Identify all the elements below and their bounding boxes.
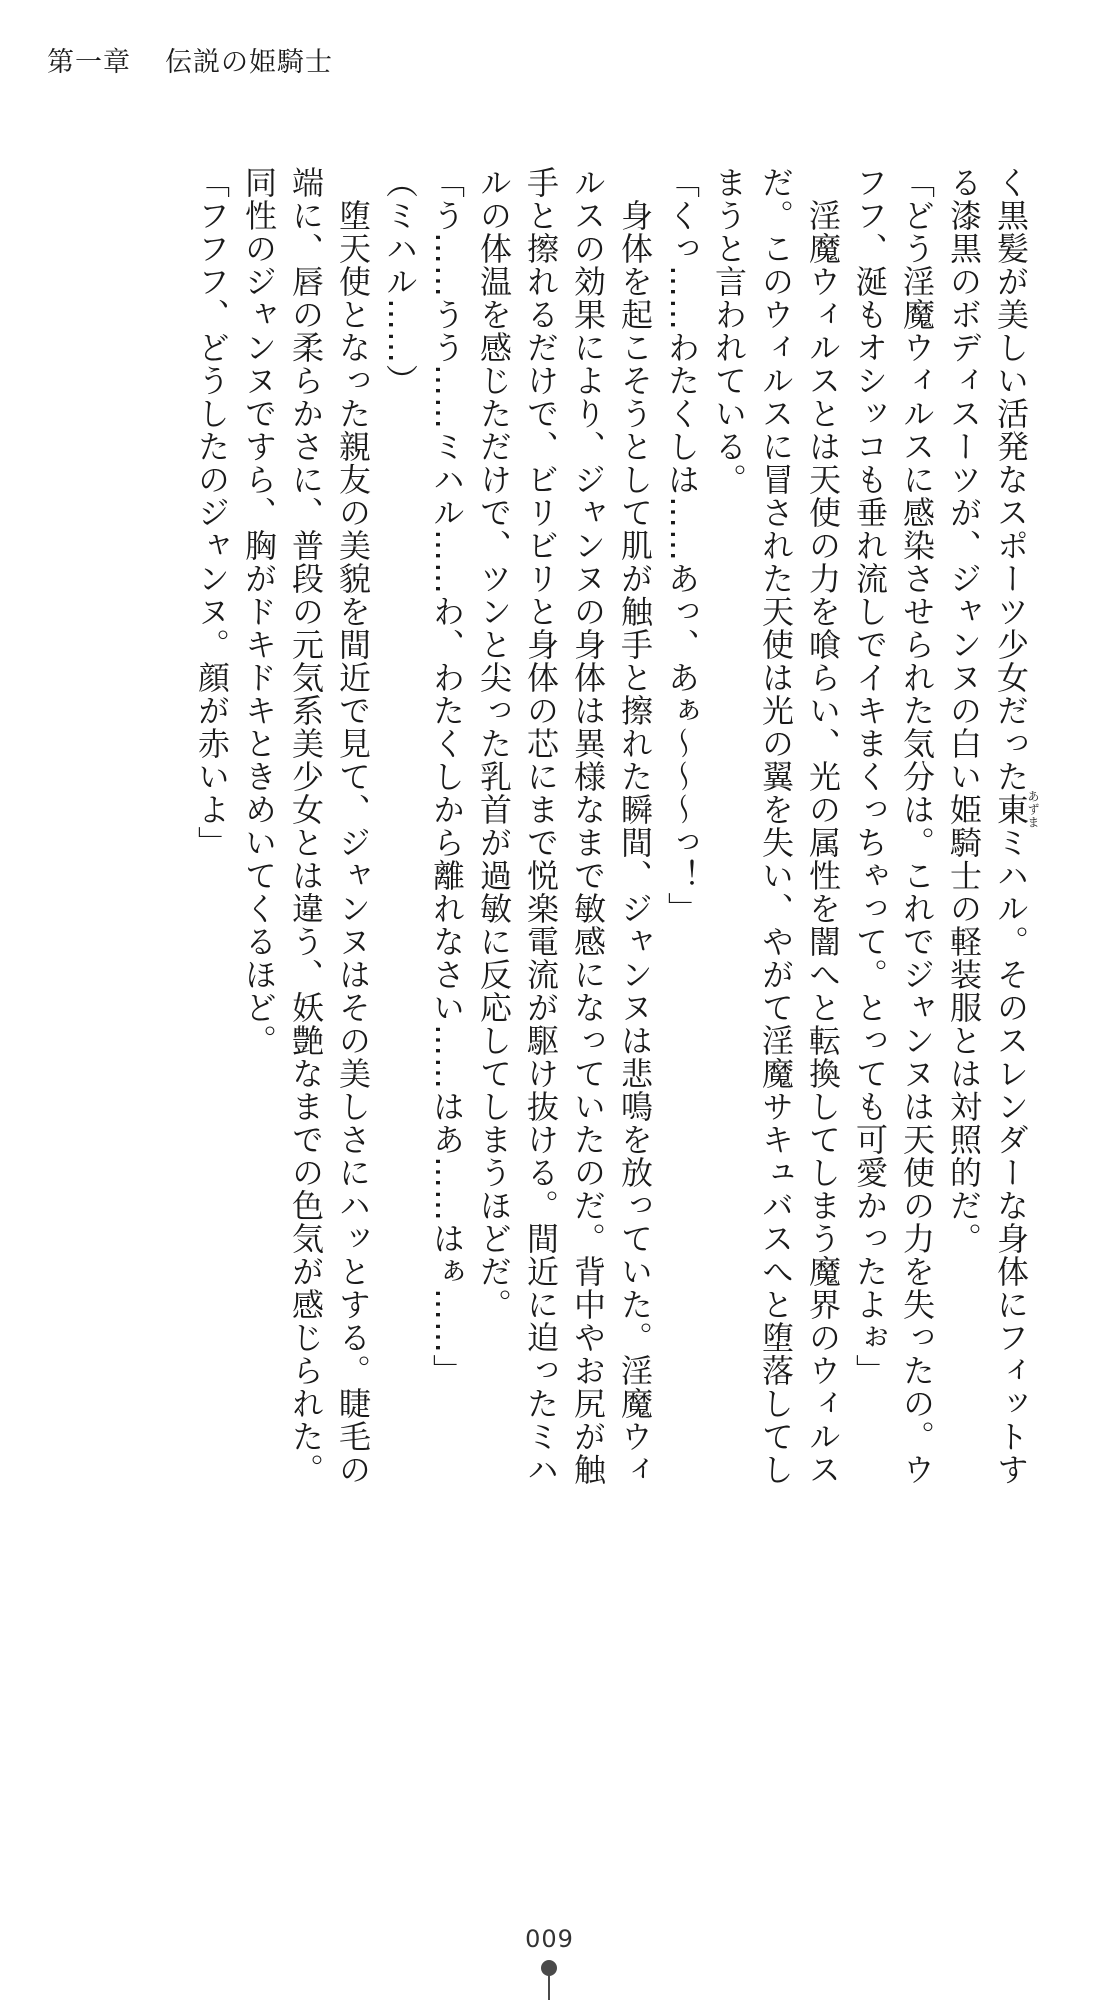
text-line: （ミハル……） (381, 166, 419, 397)
text-line: 「くっ……わたくしは……あっ、あぁ～～～っ！」 (663, 166, 701, 925)
text-line: 手と擦れるだけで、ビリビリと身体の芯にまで悦楽電流が駆け抜ける。間近に迫ったミハ (522, 166, 560, 1486)
text-line: 「フフフ、どうしたのジャンヌ。顔が赤いよ」 (193, 166, 231, 859)
chapter-label: 第一章 (47, 47, 131, 78)
text-line: 淫魔ウィルスとは天使の力を喰らい、光の属性を闇へと転換してしまう魔界のウィルス (804, 166, 842, 1486)
vertical-body-text (188, 166, 1039, 1636)
chapter-title: 伝説の姫騎士 (165, 47, 333, 78)
furigana-ruby (992, 790, 1040, 829)
text-segment: く黒髪が美しい活発なスポーツ少女だった (992, 166, 1030, 793)
text-line: 「どう淫魔ウィルスに感染させられた気分は。これでジャンヌは天使の力を失ったの。ウ (898, 166, 936, 1486)
running-head (47, 40, 333, 79)
ruby-reading: あずま (1026, 790, 1040, 829)
text-line: まうと言われている。 (710, 166, 748, 496)
text-line: ルの体温を感じただけで、ツンと尖った乳首が過敏に反応してしまうほどだ。 (475, 166, 513, 1321)
text-line: 「う……うう……ミハル……わ、わたくしから離れなさい……はあ……はぁ……」 (428, 166, 466, 1387)
ruby-base: 東 (992, 790, 1030, 829)
text-line: 端に、唇の柔らかさに、普段の元気系美少女とは違う、妖艶なまでの色気が感じられた。 (287, 166, 325, 1486)
text-line: ルスの効果により、ジャンヌの身体は異様なまで敏感になっていたのだ。背中やお尻が触 (569, 166, 607, 1486)
text-line: 同性のジャンヌですら、胸がドキドキときめいてくるほど。 (240, 166, 278, 1057)
text-line: だ。このウィルスに冒された天使は光の翼を失い、やがて淫魔サキュバスへと堕落してし (757, 166, 795, 1486)
page-number: 009 (525, 1925, 574, 1953)
text-line: フフ、涎もオシッコも垂れ流しでイキまくっちゃって。とっても可愛かったよぉ」 (851, 166, 889, 1387)
text-line (987, 166, 1039, 1636)
marker-stem (548, 1974, 550, 2000)
text-segment: ミハル。そのスレンダーな身体にフィットす (992, 826, 1030, 1486)
text-line: る漆黒のボディスーツが、ジャンヌの白い姫騎士の軽装服とは対照的だ。 (945, 166, 983, 1255)
text-line: 堕天使となった親友の美貌を間近で見て、ジャンヌはその美しさにハッとする。睫毛の (334, 166, 372, 1486)
text-line: 身体を起こそうとして肌が触手と擦れた瞬間、ジャンヌは悲鳴を放っていた。淫魔ウィ (616, 166, 654, 1486)
page-marker-icon (541, 1960, 557, 2000)
